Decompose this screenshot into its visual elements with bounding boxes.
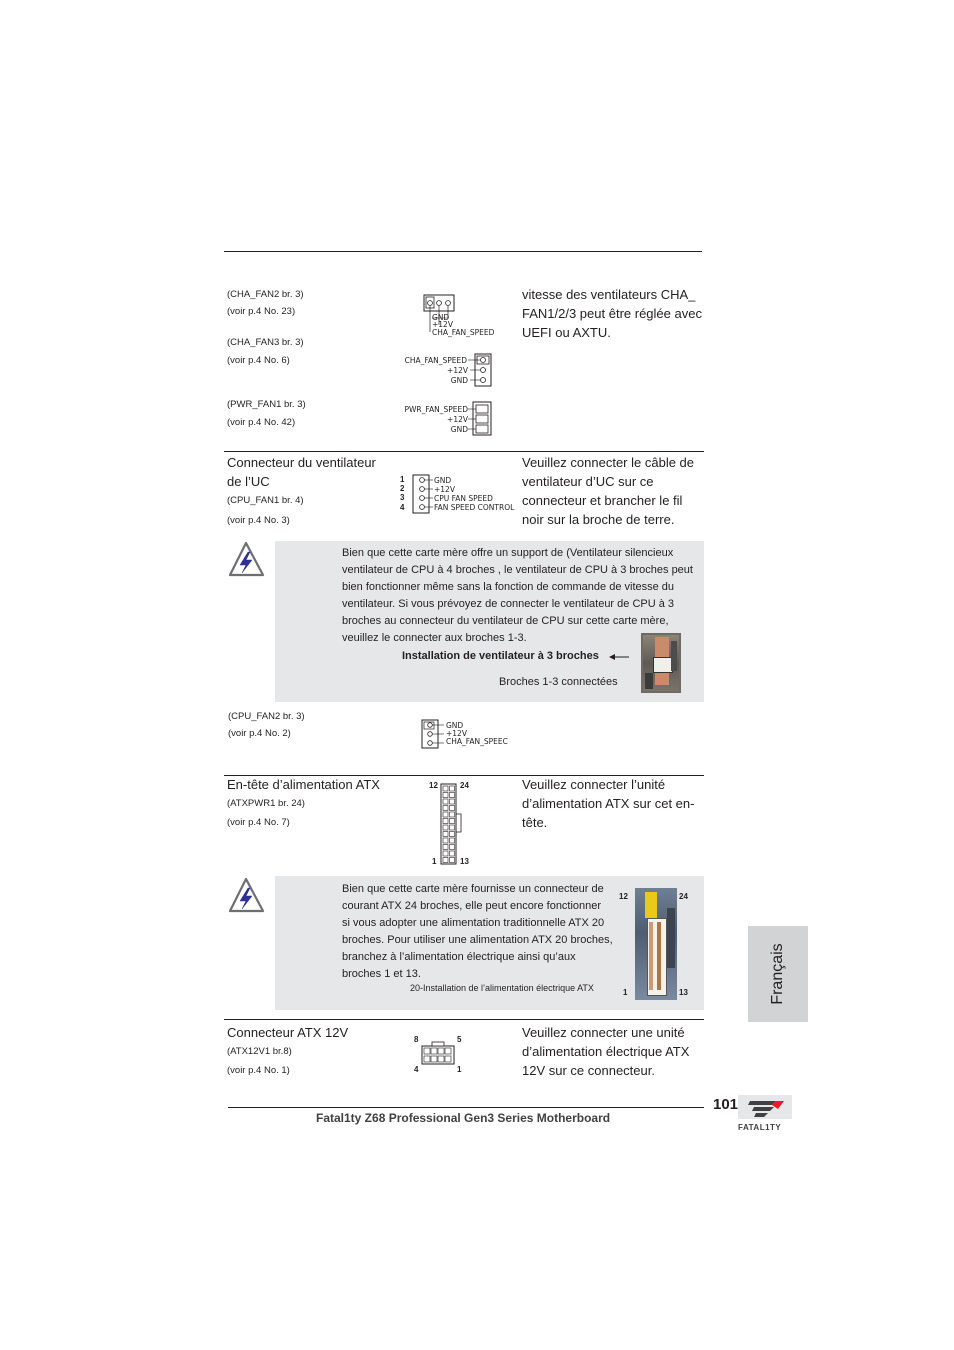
atx24-connector-diagram [425,780,475,870]
footer-rule [228,1107,704,1108]
atx12v-corner-tr: 5 [457,1035,462,1044]
cpu-fan1-pin-gnd: GND [434,476,452,485]
fan-description-line: vitesse des ventilateurs CHA_ [522,287,696,302]
fatal1ty-logo-icon [746,1097,786,1119]
cpu-fan1-label: (CPU_FAN1 br. 4) [227,495,304,506]
pwr-fan1-pin-speed: PWR_FAN_SPEED [404,405,468,414]
top-rule [224,251,702,252]
cha-fan3-pin-gnd: GND [450,376,468,385]
warning-icon [228,540,266,578]
pwr-fan1-pin-12v: +12V [447,415,468,424]
warning-icon [228,876,266,914]
cpu-fan2-connector-diagram [420,718,510,750]
pwr-fan1-connector-diagram [402,400,494,438]
atxpwr1-ref: (voir p.4 No. 7) [227,817,290,828]
cpu-fan1-connector-diagram [398,473,516,515]
cha-fan2-ref: (voir p.4 No. 23) [227,306,296,317]
cpu-fan2-pin-gnd: GND [446,721,464,730]
atx12v-connector-diagram [410,1032,470,1076]
cpu-fan2-ref: (voir p.4 No. 2) [228,728,291,739]
atx12v1-label: (ATX12V1 br.8) [227,1046,292,1057]
cpu-fan-description-line: ventilateur d’UC sur ce [522,474,654,489]
footer-title: Fatal1ty Z68 Professional Gen3 Series Motherboard [316,1111,611,1125]
pwr-fan1-label: (PWR_FAN1 br. 3) [227,399,306,410]
fatal1ty-logo-text: FATAL1TY [738,1123,782,1132]
cpu-fan-description-line: connecteur et brancher le fil [522,493,683,508]
atx24-corner-br: 13 [460,857,469,866]
atx12v-description [522,1023,689,1080]
fan-description-line: UEFI ou AXTU. [522,325,611,340]
note-line: broches 1 et 13. [342,968,421,980]
section-rule [224,451,704,452]
cpu-fan1-pin-control: FAN SPEED CONTROL [434,503,515,512]
cpu-fan1-pin-number: 1 [400,475,405,484]
note-atx-text [342,881,622,983]
atx24-corner-tr: 24 [460,781,469,790]
note-line: ventilateur de CPU à 4 broches , le ventilateur de CPU à 3 broches peut [342,564,693,576]
cpu-fan1-pin-12v: +12V [434,485,455,494]
cpu-fan2-pin-speed: CHA_FAN_SPEEC [446,737,508,746]
atx-install-photo [619,888,695,1002]
note-line: branchez à l’alimentation électrique ainsi qu’aux [342,951,576,963]
cpu-fan-title [227,453,376,491]
note-line: veuillez le connecter aux broches 1-3. [342,632,527,644]
cpu-fan2-pin-12v: +12V [446,729,467,738]
cha-fan2-connector-diagram [420,292,500,340]
cpu-fan-description [522,453,694,529]
cpu-fan1-pin-number: 4 [400,503,405,512]
pwr-fan1-pin-gnd: GND [450,425,468,434]
cha-fan3-pin-12v: +12V [447,366,468,375]
note-line: si vous adopter une alimentation traditionnelle ATX 20 [342,917,605,929]
cpu-fan-title-line: de l’UC [227,474,270,489]
cha-fan3-connector-diagram [402,352,494,388]
atx12v-description-line: d’alimentation électrique ATX [522,1044,690,1059]
note-cpu-fan-text [342,545,704,647]
atx12v1-ref: (voir p.4 No. 1) [227,1065,290,1076]
atx-description-line: d’alimentation ATX sur cet en- [522,796,695,811]
language-tab-label: Français [769,943,786,1005]
cpu-fan1-pin-number: 2 [400,484,405,493]
atx12v-corner-bl: 4 [414,1065,419,1074]
atx-photo-corner-bl: 1 [623,988,628,997]
atx-description-line: Veuillez connecter l’unité [522,777,666,792]
fan-install-photo [641,633,681,693]
atx-description-line: tête. [522,815,548,830]
note-line: courant ATX 24 broches, elle peut encore fonctionner [342,900,602,912]
cha-fan3-label: (CHA_FAN3 br. 3) [227,337,304,348]
cpu-fan-title-line: Connecteur du ventilateur [227,455,376,470]
note-atx-caption: 20-Installation de l’alimentation électrique ATX [410,983,594,993]
atx24-corner-bl: 1 [432,857,437,866]
atx-photo-corner-tr: 24 [679,892,688,901]
note-line: Bien que cette carte mère fournisse un connecteur de [342,883,604,895]
atx12v-description-line: Veuillez connecter une unité [522,1025,685,1040]
cpu-fan1-pin-speed: CPU FAN SPEED [434,494,493,503]
cpu-fan1-pin-number: 3 [400,493,405,502]
atx12v-description-line: 12V sur ce connecteur. [522,1063,655,1078]
cha-fan2-label: (CHA_FAN2 br. 3) [227,289,304,300]
page-number: 101 [713,1096,739,1113]
fan-description-line: FAN1/2/3 peut être réglée avec [522,306,702,321]
atx12v-corner-br: 1 [457,1065,462,1074]
cpu-fan2-label: (CPU_FAN2 br. 3) [228,711,305,722]
fan-description [522,285,702,342]
cha-fan3-ref: (voir p.4 No. 6) [227,355,290,366]
section-rule [224,1019,704,1020]
atx12v-title: Connecteur ATX 12V [227,1025,349,1040]
atxpwr1-label: (ATXPWR1 br. 24) [227,798,305,809]
fatal1ty-logo [738,1095,792,1135]
atx12v-corner-tl: 8 [414,1035,419,1044]
atx24-corner-tl: 12 [429,781,438,790]
atx-photo-corner-tl: 12 [619,892,628,901]
note-cpu-fan-caption: Installation de ventilateur à 3 broches [402,650,599,662]
note-line: bien fonctionner même sans la fonction de commande de vitesse du [342,581,675,593]
note-line: broches. Pour utiliser une alimentation ATX 20 broches, [342,934,613,946]
atx-title: En-tête d’alimentation ATX [227,777,380,792]
cpu-fan-description-line: noir sur la broche de terre. [522,512,675,527]
note-line: Bien que cette carte mère offre un support de (Ventilateur silencieux [342,547,674,559]
arrow-left-icon [608,651,630,663]
cpu-fan1-ref: (voir p.4 No. 3) [227,515,290,526]
cha-fan2-pin-speed: CHA_FAN_SPEED [432,328,495,337]
cha-fan2-pin-gnd: GND [432,313,450,322]
cha-fan2-pin-12v: +12V [432,320,453,329]
note-cpu-fan-pins-caption: Broches 1-3 connectées [499,676,618,688]
language-side-tab [748,926,808,1022]
cpu-fan-description-line: Veuillez connecter le câble de [522,455,695,470]
atx-photo-corner-br: 13 [679,988,688,997]
pwr-fan1-ref: (voir p.4 No. 42) [227,417,296,428]
note-line: broches au connecteur du ventilateur de CPU sur cette carte mère, [342,615,669,627]
cha-fan3-pin-speed: CHA_FAN_SPEED [404,356,467,365]
note-line: ventilateur. Si vous prévoyez de connecter le ventilateur de CPU à 3 [342,598,675,610]
atx-description [522,775,694,832]
